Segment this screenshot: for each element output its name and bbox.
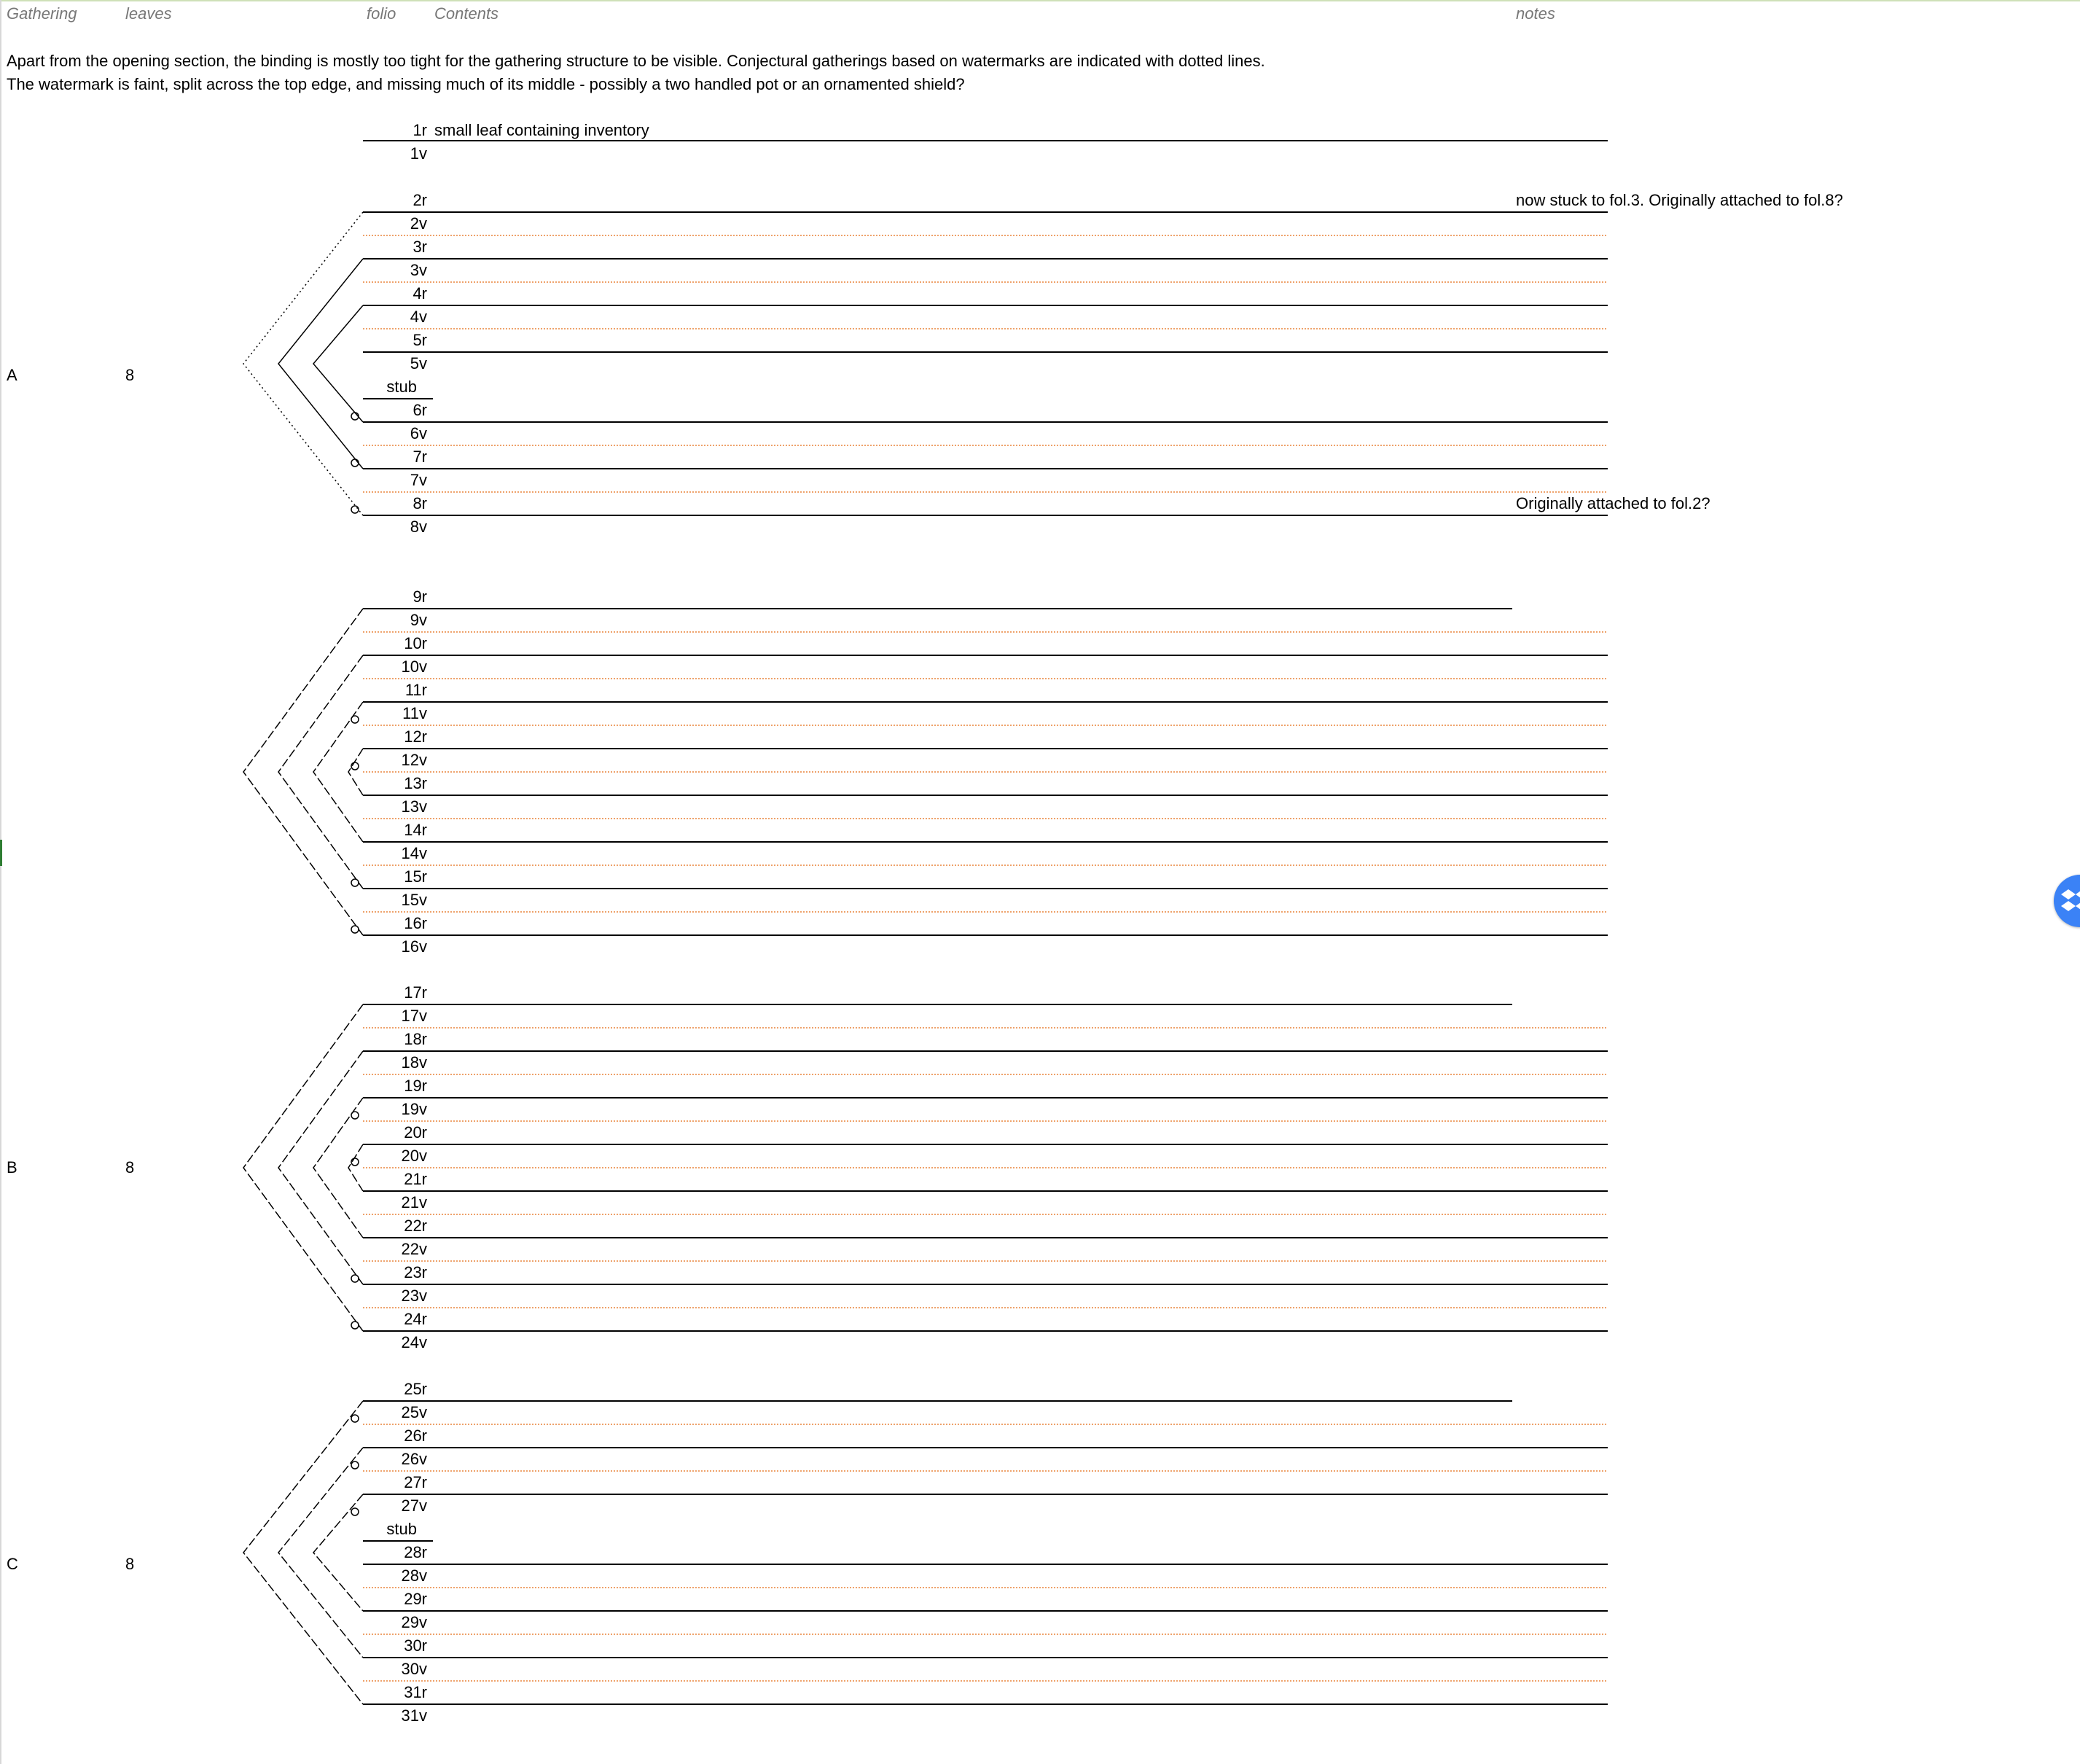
- bifolium-fold: [278, 655, 363, 889]
- folio-label: 22v: [401, 1240, 427, 1258]
- folio-label: 4r: [413, 284, 427, 303]
- folio-label: 15v: [401, 891, 427, 909]
- folio-label: 24v: [401, 1333, 427, 1351]
- watermark-marker: [351, 459, 359, 467]
- folio-label: 17v: [401, 1007, 427, 1025]
- folio-label: 18v: [401, 1053, 427, 1072]
- bifolium-fold: [348, 749, 363, 795]
- folio-label: 3r: [413, 238, 427, 256]
- folio-label: 28r: [404, 1543, 427, 1561]
- folio-label: 10v: [401, 657, 427, 676]
- folio-label: 24r: [404, 1310, 427, 1328]
- bifolium-fold: [243, 212, 363, 515]
- bifolium-fold: [348, 1144, 363, 1191]
- watermark-marker: [351, 1508, 359, 1515]
- folio-label: 3v: [410, 261, 427, 279]
- bifolium-fold: [243, 1004, 363, 1331]
- gathering-label: B: [7, 1158, 17, 1176]
- bifolium-fold: [313, 1494, 363, 1611]
- folio-label: 8v: [410, 518, 427, 536]
- folio-label: 11r: [404, 681, 427, 699]
- folio-label: 7r: [413, 448, 427, 466]
- folio-label: 12r: [404, 727, 427, 746]
- note-text: now stuck to fol.3. Originally attached to fol.8?: [1516, 191, 1843, 209]
- watermark-marker: [351, 1112, 359, 1119]
- folio-label: 25r: [404, 1380, 427, 1398]
- bifolium-fold: [278, 1051, 363, 1284]
- column-header-leaves: leaves: [125, 4, 172, 23]
- folio-label: 5v: [410, 354, 427, 372]
- watermark-marker: [351, 506, 359, 513]
- watermark-marker: [351, 1461, 359, 1469]
- watermark-marker: [351, 879, 359, 886]
- column-header-notes: notes: [1516, 4, 1555, 23]
- folio-label: 7v: [410, 471, 427, 489]
- watermark-marker: [351, 1322, 359, 1329]
- folio-label: 23r: [404, 1263, 427, 1281]
- folio-label: 19r: [404, 1077, 427, 1095]
- folio-label: 9r: [413, 588, 427, 606]
- folio-label: 19v: [401, 1100, 427, 1118]
- folio-label: 15r: [404, 867, 427, 886]
- folio-label: 2r: [413, 191, 427, 209]
- folio-label: 30v: [401, 1660, 427, 1678]
- watermark-marker: [351, 1415, 359, 1422]
- watermark-marker: [351, 716, 359, 723]
- folio-label: 16r: [404, 914, 427, 932]
- folio-label: 5r: [413, 331, 427, 349]
- folio-label: 17r: [404, 983, 427, 1002]
- stub-label: stub: [386, 1520, 417, 1538]
- leaves-count: 8: [125, 1158, 135, 1176]
- folio-label: 6v: [410, 424, 427, 442]
- folio-label: 27r: [404, 1473, 427, 1491]
- folio-label: 20r: [404, 1123, 427, 1141]
- folio-label: 1r: [413, 121, 427, 139]
- bifolium-fold: [278, 259, 363, 469]
- dropbox-icon: [2061, 888, 2080, 914]
- folio-label: 29r: [404, 1590, 427, 1608]
- folio-label: 31r: [404, 1683, 427, 1701]
- contents-cell: small leaf containing inventory: [434, 121, 649, 139]
- folio-label: 9v: [410, 611, 427, 629]
- watermark-marker: [351, 762, 359, 770]
- note-text: Originally attached to fol.2?: [1516, 494, 1710, 512]
- folio-label: 21r: [404, 1170, 427, 1188]
- watermark-marker: [351, 1275, 359, 1282]
- gathering-label: A: [7, 366, 17, 384]
- bifolium-fold: [313, 305, 363, 422]
- folio-label: 28v: [401, 1566, 427, 1585]
- intro-line-2: The watermark is faint, split across the top edge, and missing much of its middle - possibly a two handled pot or an ornamented shield?: [7, 75, 965, 93]
- column-header-folio: folio: [367, 4, 396, 23]
- folio-label: 27v: [401, 1496, 427, 1515]
- folio-label: 13v: [401, 797, 427, 816]
- folio-label: 14v: [401, 844, 427, 862]
- folio-label: 18r: [404, 1030, 427, 1048]
- folio-label: 11v: [402, 704, 427, 722]
- folio-label: 16v: [401, 937, 427, 956]
- folio-label: 13r: [404, 774, 427, 792]
- folio-label: 20v: [401, 1147, 427, 1165]
- leaves-count: 8: [125, 1555, 135, 1573]
- folio-label: 26v: [401, 1450, 427, 1468]
- folio-label: 30r: [404, 1636, 427, 1655]
- column-header-contents: Contents: [434, 4, 499, 23]
- watermark-marker: [351, 1158, 359, 1166]
- folio-label: 31v: [401, 1706, 427, 1725]
- folio-label: 8r: [413, 494, 427, 512]
- bifolium-fold: [243, 609, 363, 935]
- column-header-gathering: Gathering: [7, 4, 77, 23]
- folio-label: 22r: [404, 1217, 427, 1235]
- folio-label: 21v: [401, 1193, 427, 1211]
- bifolium-fold: [243, 1401, 363, 1704]
- folio-label: 12v: [401, 751, 427, 769]
- folio-label: 23v: [401, 1287, 427, 1305]
- folio-label: 14r: [404, 821, 427, 839]
- folio-label: 10r: [404, 634, 427, 652]
- stub-label: stub: [386, 378, 417, 396]
- folio-label: 25v: [401, 1403, 427, 1421]
- gathering-label: C: [7, 1555, 18, 1573]
- folio-label: 6r: [413, 401, 427, 419]
- intro-line-1: Apart from the opening section, the binding is mostly too tight for the gathering structure to be visible. Conjectural gatherings based on watermarks are indicated with dotted lines.: [7, 52, 1265, 70]
- watermark-marker: [351, 926, 359, 933]
- folio-label: 4v: [410, 308, 427, 326]
- folio-label: 2v: [410, 214, 427, 233]
- bifolium-fold: [278, 1448, 363, 1658]
- leaves-count: 8: [125, 366, 135, 384]
- folio-label: 26r: [404, 1427, 427, 1445]
- folio-label: 1v: [410, 144, 427, 163]
- folio-label: 29v: [401, 1613, 427, 1631]
